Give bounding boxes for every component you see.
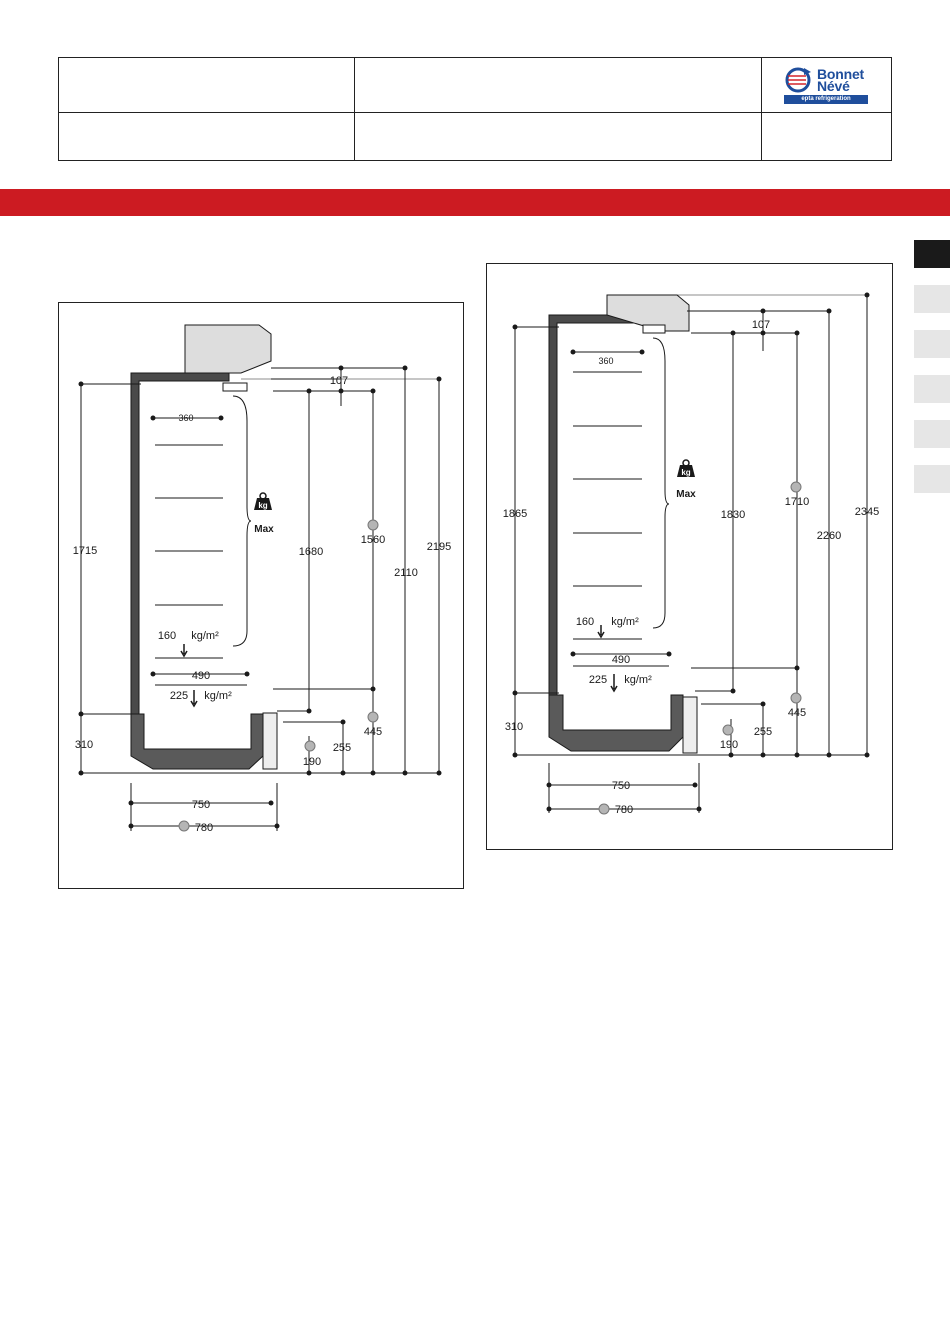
dim-height-1865: 1865 [502, 508, 528, 520]
dim-base-height: 310 [74, 739, 94, 751]
kg-weight-icon [254, 493, 272, 510]
dim-445: 445 [363, 726, 383, 738]
dim-width-780: 780 [614, 804, 634, 816]
side-tab-5[interactable] [914, 420, 950, 448]
section-band [0, 189, 950, 216]
header-row-divider [59, 112, 891, 113]
dim-base-depth: 490 [191, 670, 211, 682]
dim-255: 255 [332, 742, 352, 754]
dim-height-2110: 2110 [394, 567, 418, 579]
dim-255: 255 [753, 726, 773, 738]
light-fixture [223, 383, 247, 391]
logo-line-2: Névé [817, 78, 850, 94]
dim-190: 190 [302, 756, 322, 768]
shelf-load-value: 160 [157, 630, 177, 642]
shelf-load-unit: kg/m² [191, 630, 219, 642]
header-cell-divider-1 [354, 58, 355, 160]
logo-mark-icon [784, 66, 816, 94]
dim-445: 445 [787, 707, 807, 719]
base-load-unit: kg/m² [624, 674, 652, 686]
dim-width-750: 750 [191, 799, 211, 811]
base-load-value: 225 [588, 674, 608, 686]
logo-line-1: Bonnet [817, 66, 865, 82]
dim-width-780: 780 [194, 822, 214, 834]
dim-top-depth: 107 [751, 319, 771, 331]
header-table [58, 57, 892, 161]
base-load-value: 225 [169, 690, 189, 702]
dim-base-depth: 490 [611, 654, 631, 666]
dim-shelf-depth: 360 [598, 356, 614, 366]
kg-icon-label: kg [258, 501, 268, 510]
dim-base-height: 310 [504, 721, 524, 733]
canopy [185, 325, 271, 373]
shelf-load-unit: kg/m² [611, 616, 639, 628]
logo-tagline: epta refrigeration [784, 95, 868, 104]
diagram-right-panel [486, 263, 893, 850]
kg-icon-label: kg [681, 468, 691, 477]
dim-width-750: 750 [611, 780, 631, 792]
side-tab-1[interactable] [914, 240, 950, 268]
kg-weight-icon [677, 460, 695, 477]
side-tab-2[interactable] [914, 285, 950, 313]
max-label: Max [676, 489, 696, 500]
dim-height-1680: 1680 [298, 546, 324, 558]
light-fixture [643, 325, 665, 333]
shelf-load-value: 160 [575, 616, 595, 628]
base-front [683, 697, 697, 753]
bonnet-neve-logo [784, 66, 870, 106]
dim-height-2260: 2260 [816, 530, 842, 542]
dim-height-1710: 1710 [784, 496, 810, 508]
diagram-left [59, 303, 465, 890]
dim-height-2195: 2195 [426, 541, 452, 553]
cabinet-base [549, 695, 683, 751]
base-load-unit: kg/m² [204, 690, 232, 702]
side-tab-4[interactable] [914, 375, 950, 403]
cabinet-back-wall [131, 373, 229, 714]
dim-height-2345: 2345 [854, 506, 880, 518]
max-label: Max [254, 524, 274, 535]
dim-height-1560: 1560 [360, 534, 386, 546]
dim-190: 190 [719, 739, 739, 751]
header-cell-divider-2 [761, 58, 762, 160]
cabinet-base [131, 714, 263, 769]
base-front [263, 713, 277, 769]
diagram-right [487, 264, 894, 851]
dim-shelf-depth: 360 [178, 413, 194, 423]
dim-top-depth: 107 [329, 375, 349, 387]
side-tab-3[interactable] [914, 330, 950, 358]
dim-height-1830: 1830 [720, 509, 746, 521]
dim-height-1715: 1715 [72, 545, 98, 557]
diagram-left-panel [58, 302, 464, 889]
side-tab-6[interactable] [914, 465, 950, 493]
